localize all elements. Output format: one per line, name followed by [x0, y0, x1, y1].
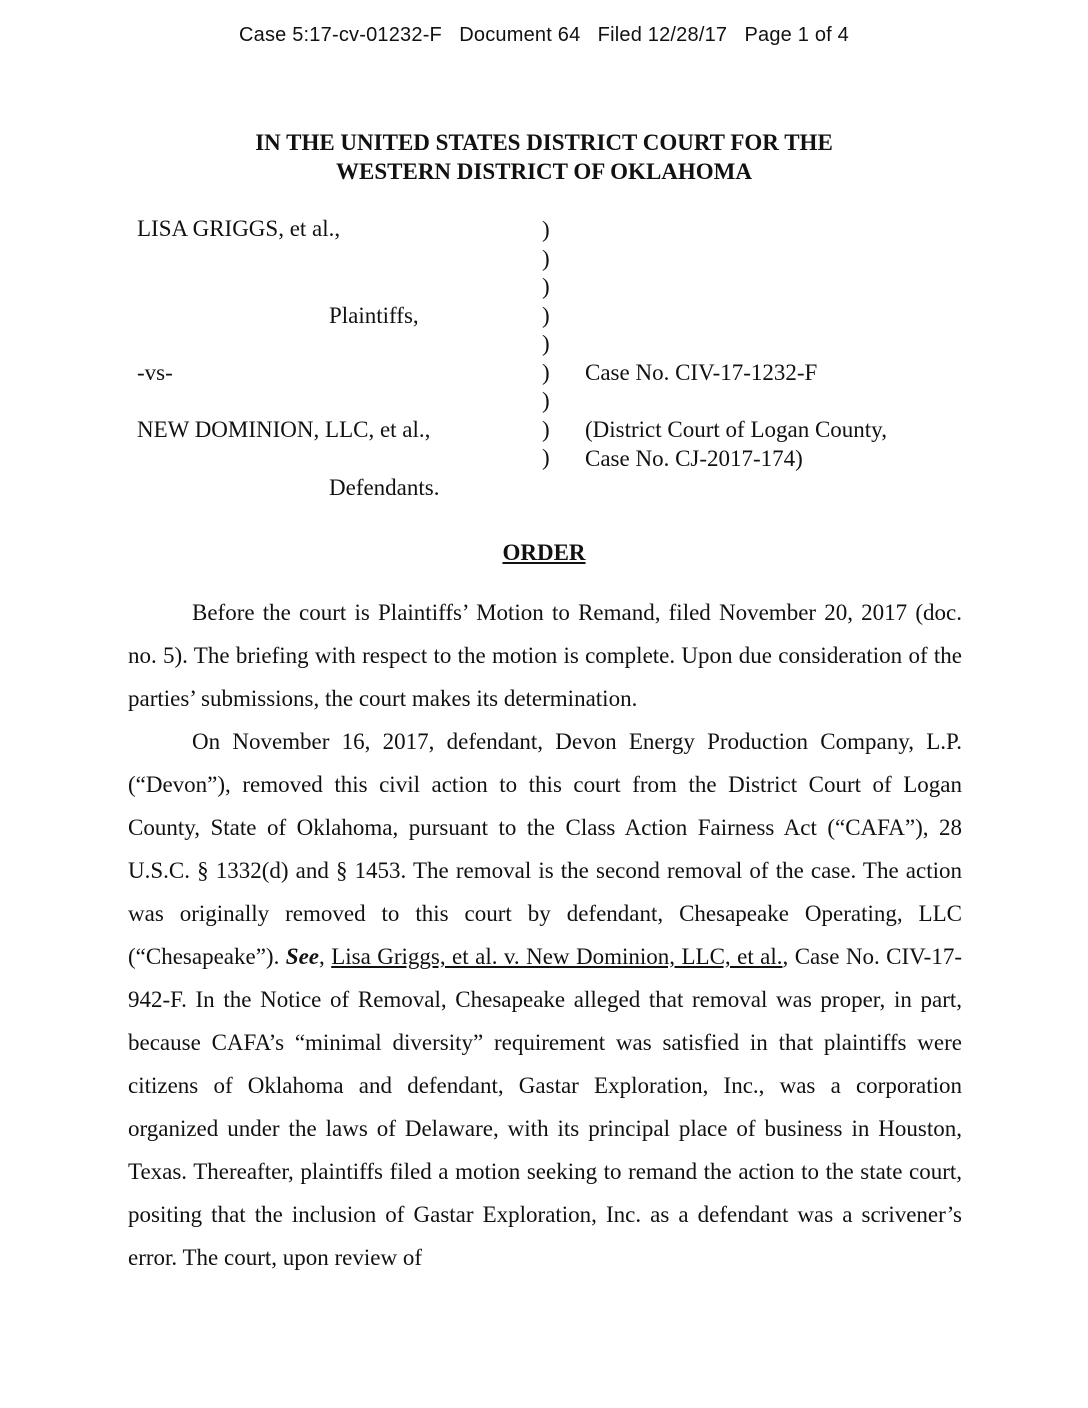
case-number: Case No. CIV-17-1232-F: [585, 360, 818, 385]
court-title-line-2: WESTERN DISTRICT OF OKLAHOMA: [336, 159, 752, 184]
paragraph-1: Before the court is Plaintiffs’ Motion to Remand, filed November 20, 2017 (doc. no. 5). The briefing with respect to the motion is complete. Upon due consideration of the parties’ submissions, the court makes its determination.: [128, 600, 962, 711]
plaintiff-role: Plaintiffs,: [329, 303, 419, 328]
paragraph-2-part-1: On November 16, 2017, defendant, Devon Energy Production Company, L.P. (“Devon”), removed this civil action to this court from the District Court of Logan County, State of Oklahoma, pursuant to the Class Action Fairness Act (“CAFA”), 28 U.S.C. § 1332(d) and § 1453. The removal is the second removal of the case. The action was originally removed to this court by defendant, Chesapeake Operating, LLC (“Chesapeake”).: [128, 729, 962, 969]
origin-court-line-1: (District Court of Logan County,: [585, 417, 887, 442]
defendant-name: NEW DOMINION, LLC, et al.,: [137, 417, 431, 442]
paragraph-2-part-2: , Case No. CIV-17-942-F. In the Notice of Removal, Chesapeake alleged that removal was proper, in part, because CAFA’s “minimal diversity” requirement was satisfied in that plaintiffs were citizens of Oklahoma and defendant, Gastar Exploration, Inc., was a corporation organized under the laws of Delaware, with its principal place of business in Houston, Texas. Thereafter, plaintiffs filed a motion seeking to remand the action to the state court, positing that the inclusion of Gastar Exploration, Inc. as a defendant was a scrivener’s error. The court, upon review of: [128, 944, 963, 1270]
court-title: [0, 128, 1088, 186]
defendant-role: Defendants.: [329, 475, 440, 500]
paragraph-2: [128, 720, 962, 1279]
origin-court-line-2: Case No. CJ-2017-174): [585, 446, 803, 471]
order-body: [128, 591, 962, 1279]
see-signal: See: [285, 944, 319, 969]
see-comma: ,: [319, 944, 332, 969]
case-citation: Lisa Griggs, et al. v. New Dominion, LLC, et al.: [331, 944, 783, 969]
plaintiff-name: LISA GRIGGS, et al.,: [137, 216, 341, 241]
order-heading: ORDER: [502, 540, 586, 565]
case-caption: [0, 216, 1088, 506]
versus-label: -vs-: [137, 360, 173, 385]
caption-paren-column: ) ) ) ) ) ) ) ) ): [542, 217, 550, 470]
filing-header-stamp: Case 5:17-cv-01232-F Document 64 Filed 12/28/17 Page 1 of 4: [238, 24, 849, 46]
court-title-line-1: IN THE UNITED STATES DISTRICT COURT FOR THE: [255, 130, 833, 155]
